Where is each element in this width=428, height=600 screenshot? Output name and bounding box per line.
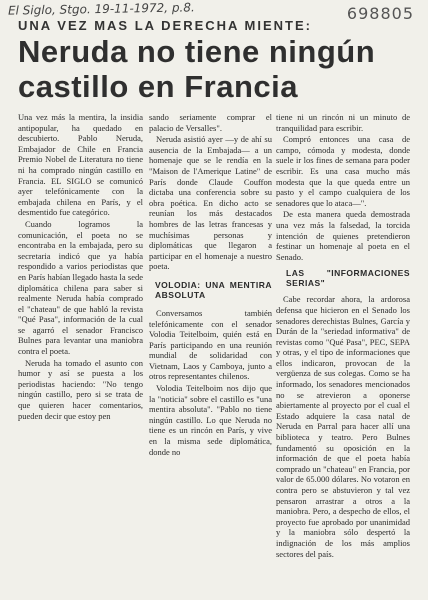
paragraph: Volodia Teitelboim nos dijo que la "noticia" sobre el castillo es "una mentira absoluta". "Pablo no tiene ningún castillo. Lo que Neruda no tiene es un rincón en París, y vive en la misma sede diplomática, donde no [149,383,272,457]
article-headline: Neruda no tiene ningún castillo en Francia [18,34,376,104]
article-column-2 [149,112,272,458]
paragraph: Cabe recordar ahora, la ardorosa defensa que hicieron en el Senado los senadores derechistas Bulnes, García y Durán de la "seriedad informativa" de revistas como "Qué Pasa", PEC, SEPA y otras, y el tipo de informaciones que ellos indicaron, provocan de la vergüenza de sus colegas. Como se ha informado, los senadores mencionados no se atrevieron a oponerse abiertamente al proyecto por el cual el Estado adquiere la casa natal de Neruda en Parral para hacer allí una biblioteca y teatro. Pero Bulnes fundamentó su oposición en la información de que el poeta había comprado un "chateau" en Francia, por valor de 65.000 dólares. No votaron en contra pero se abstuvieron y tal vez pensaron arrastrar a otros a la maniobra. Pero, a despecho de ellos, el proyecto fue aprobado por unanimidad y la maniobra sólo despertó la indignación de los más amplios sectores del país. [276,294,410,559]
paragraph: tiene ni un rincón ni un minuto de tranquilidad para escribir. [276,112,410,133]
paragraph: Compró entonces una casa de campo, cómoda y modesta, donde suele ir los fines de semana para poder escribir. Es una casa mucho más modesta que la que queda entre un pasto y el campo cualquiera de los senadores que lo ataca—". [276,134,410,208]
paragraph: De esta manera queda demostrada una vez más la falsedad, la torcida intención de quienes pretendieron festinar un homenaje al poeta en el Senado. [276,209,410,262]
article-kicker: UNA VEZ MAS LA DERECHA MIENTE: [18,18,312,33]
paragraph: Neruda ha tomado el asunto con humor y así se puesta a los periodistas haciendo: "No tengo ningún castillo, pero si se trata de que quieren hacer comentarios, pueden decir que estoy pen [18,357,143,421]
paragraph: Neruda asistió ayer —y de ahí su ausencia de la Embajada— a un homenaje que se le rendía en la "Maison de l'Amerique Latine" de París donde Claude Couffon dictaba una conferencia sobre su obra poética. En dicho acto se reunían los más destacados hombres de las letras francesas y muchísimas personas y diplomáticas que llegaron a participar en el homenaje a nuestro poeta. [149,134,272,272]
handwritten-source-note: El Siglo, Stgo. 19-11-1972, p.8. [7,0,195,18]
subheading-volodia: VOLODIA: UNA MENTIRA ABSOLUTA [155,279,272,300]
paragraph: Cuando logramos la comunicación, el poeta no se encontraba en la embajada, pero su secretaria indicó que ya había respondido a varios periodistas que en París habían llegado hasta la sede diplomática chilena para saber si realmente Neruda había comprado el "chateau" de que habló la revista "Qué Pasa", información de la cual se agarró el senador Francisco Bulnes para levantar una maniobra contra el poeta. [18,218,143,357]
article-column-3 [276,112,410,560]
paragraph: Una vez más la mentira, la insidia antipopular, ha quedado en descubierto. Pablo Neruda, Embajador de Chile en Francia Premio Nobel de Literatura no tiene ni ha comprado ningún castillo en Francia. EL SIGLO se comunicó ayer telefónicamente con la embajada chilena en París, y el desmentido fue categórico. [18,112,143,218]
subheading-informaciones: LAS "INFORMACIONES SERIAS" [286,268,410,289]
archive-number-stamp: 698805 [346,4,414,23]
article-column-1 [18,112,143,422]
paragraph: Conversamos también telefónicamente con el senador Volodia Teitelboim, quién está en París participando en una reunión mundial de solidaridad con Vietnam, Laos y Camboya, junto a otros representantes chilenos. [149,307,272,382]
paragraph: sando seriamente comprar el palacio de Versalles". [149,112,272,133]
